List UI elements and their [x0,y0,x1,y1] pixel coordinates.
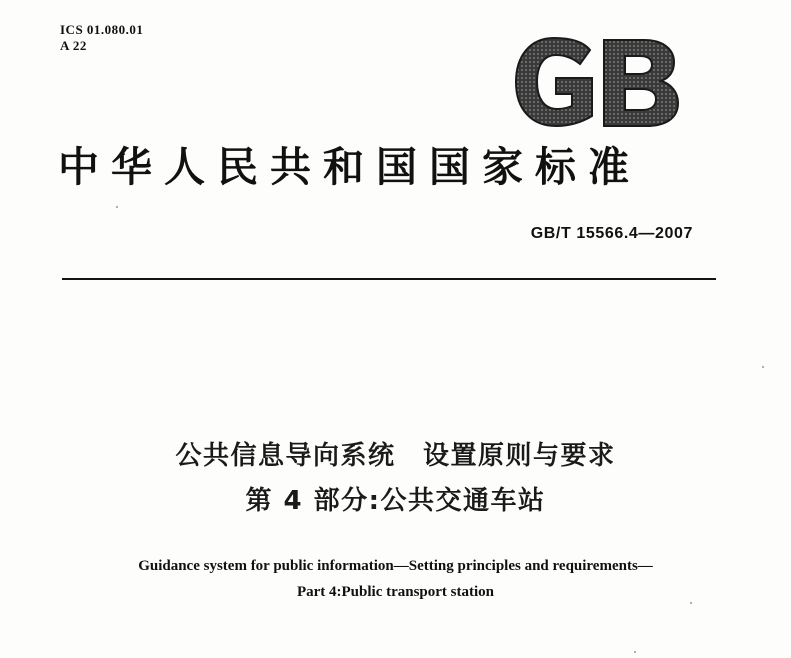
scan-speck [634,651,636,653]
scan-speck [116,206,118,208]
chinese-title-line-2: 第 4 部分:公共交通车站 [245,486,546,516]
classification-codes [60,22,143,54]
scan-speck [762,366,764,368]
ccs-code: A 22 [60,38,87,53]
english-title-line-1: Guidance system for public information—Setting principles and requirements— [138,558,653,574]
standard-number: GB/T 15566.4—2007 [530,225,693,242]
english-title-line-2: Part 4:Public transport station [296,584,495,600]
scan-speck [690,602,692,604]
gb-logo [512,32,682,132]
gb-logo-icon [512,32,682,132]
chinese-title-line-1: 公共信息导向系统 设置原则与要求 [175,441,616,471]
header-divider [62,278,716,280]
ics-code: ICS 01.080.01 [60,22,144,37]
national-standard-title: 中华人民共和国国家标准 [58,143,641,191]
